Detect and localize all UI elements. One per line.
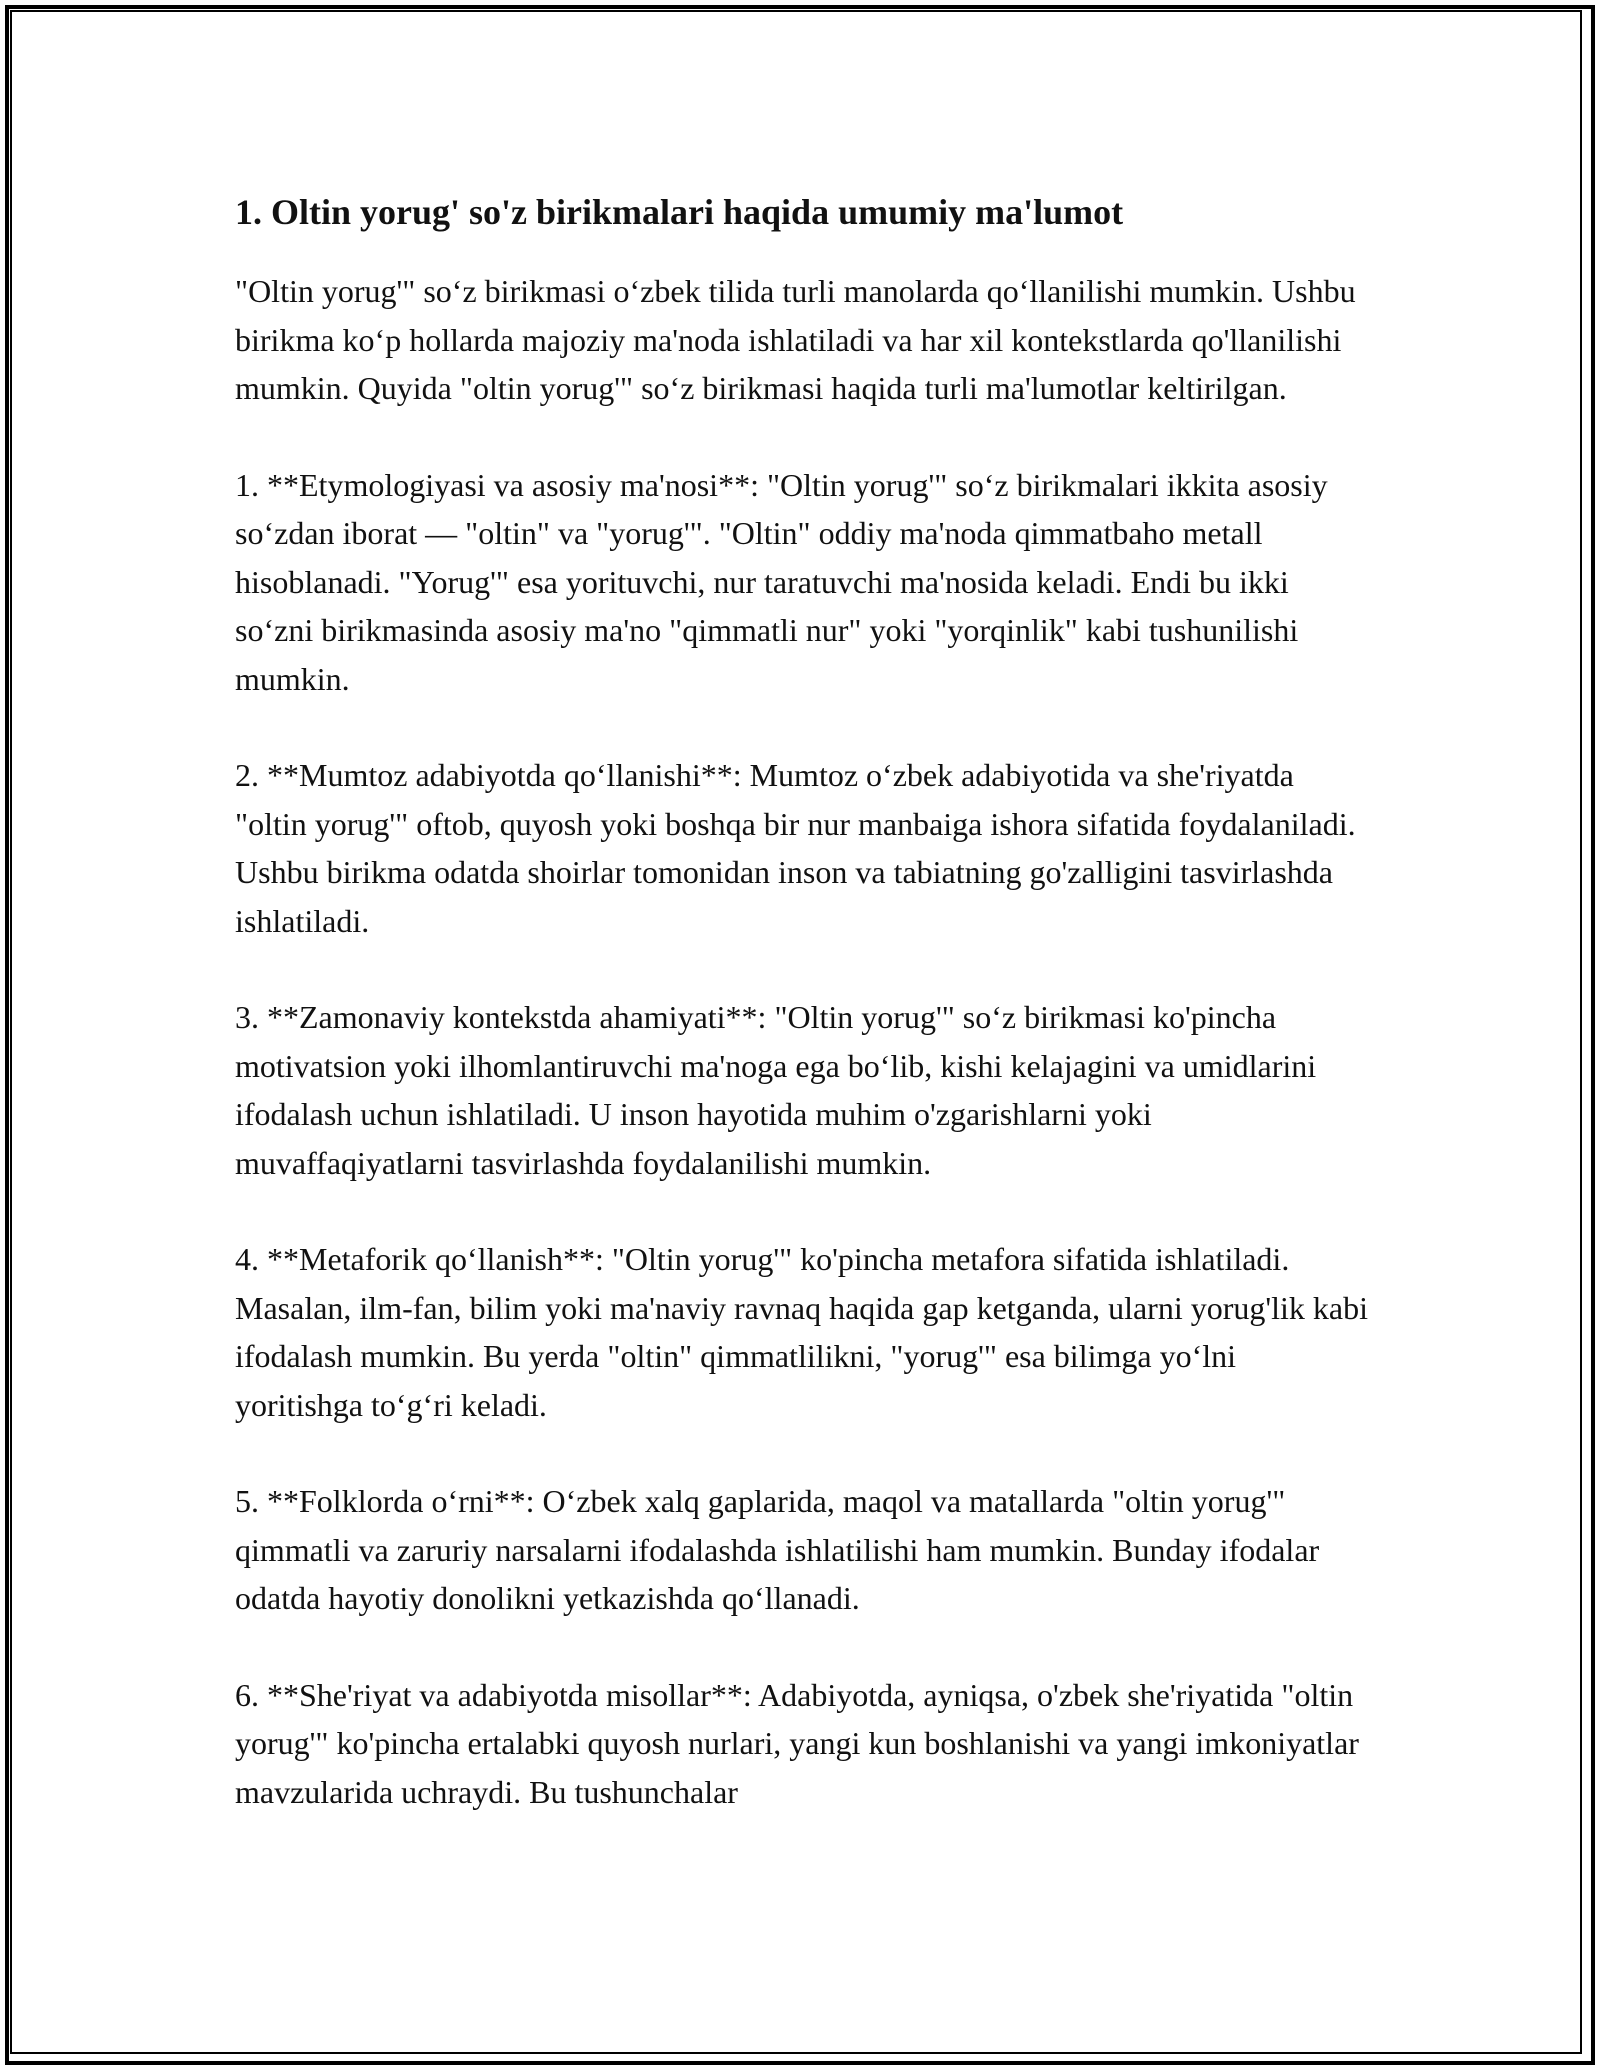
paragraph-classical-literature: 2. **Mumtoz adabiyotda qo‘llanishi**: Mumtoz o‘zbek adabiyotida va she'riyatda "oltin yorug'" oftob, quyosh yoki boshqa bir nur manbaiga ishora sifatida foydalaniladi. Ushbu birikma odatda shoirlar tomonidan inson va tabiatning go'zalligini tasvirlashda ishlatiladi. bbox=[235, 757, 1356, 939]
paragraph-folklore: 5. **Folklorda o‘rni**: O‘zbek xalq gaplarida, maqol va matallarda "oltin yorug'" qimmatli va zaruriy narsalarni ifodalashda ishlatilishi ham mumkin. Bunday ifodalar odatda hayotiy donolikni yetkazishda qo‘llanadi. bbox=[235, 1483, 1320, 1616]
document-title: 1. Oltin yorug' so'z birikmalari haqida umumiy ma'lumot bbox=[235, 192, 1124, 232]
paragraph-poetry-examples: 6. **She'riyat va adabiyotda misollar**: Adabiyotda, ayniqsa, o'zbek she'riyatida "oltin yorug'" ko'pincha ertalabki quyosh nurlari, yangi kun boshlanishi va yangi imkoniyatlar mavzularida uchraydi. Bu tushunchalar bbox=[235, 1676, 1359, 1810]
document-body bbox=[235, 182, 1370, 1864]
paragraph-metaphorical-use: 4. **Metaforik qo‘llanish**: "Oltin yorug'" ko'pincha metafora sifatida ishlatiladi. Masalan, ilm-fan, bilim yoki ma'naviy ravnaq haqida gap ketganda, ularni yorug'lik kabi ifodalash mumkin. Bu yerda "oltin" qimmatlilikni, "yorug'" esa bilimga yo‘lni yoritishga to‘g‘ri keladi. bbox=[235, 1241, 1368, 1423]
paragraph-intro: "Oltin yorug'" so‘z birikmasi o‘zbek tilida turli manolarda qo‘llanilishi mumkin. Ushbu birikma ko‘p hollarda majoziy ma'noda ishlatiladi va har xil kontekstlarda qo'llanilishi mumkin. Quyida "oltin yorug'" so‘z birikmasi haqida turli ma'lumotlar keltirilgan. bbox=[235, 273, 1356, 406]
paragraph-etymology: 1. **Etymologiyasi va asosiy ma'nosi**: "Oltin yorug'" so‘z birikmalari ikkita asosiy so‘zdan iborat — "oltin" va "yorug'". "Oltin" oddiy ma'noda qimmatbaho metall hisoblanadi. "Yorug'" esa yorituvchi, nur taratuvchi ma'nosida keladi. Endi bu ikki so‘zni birikmasinda asosiy ma'no "qimmatli nur" yoki "yorqinlik" kabi tushunilishi mumkin. bbox=[235, 466, 1328, 697]
paragraph-modern-context: 3. **Zamonaviy kontekstda ahamiyati**: "Oltin yorug'" so‘z birikmasi ko'pincha motivatsion yoki ilhomlantiruvchi ma'noga ega bo‘lib, kishi kelajagini va umidlarini ifodalash uchun ishlatiladi. U inson hayotida muhim o'zgarishlarni yoki muvaffaqiyatlarni tasvirlashda foydalanilishi mumkin. bbox=[235, 999, 1317, 1181]
